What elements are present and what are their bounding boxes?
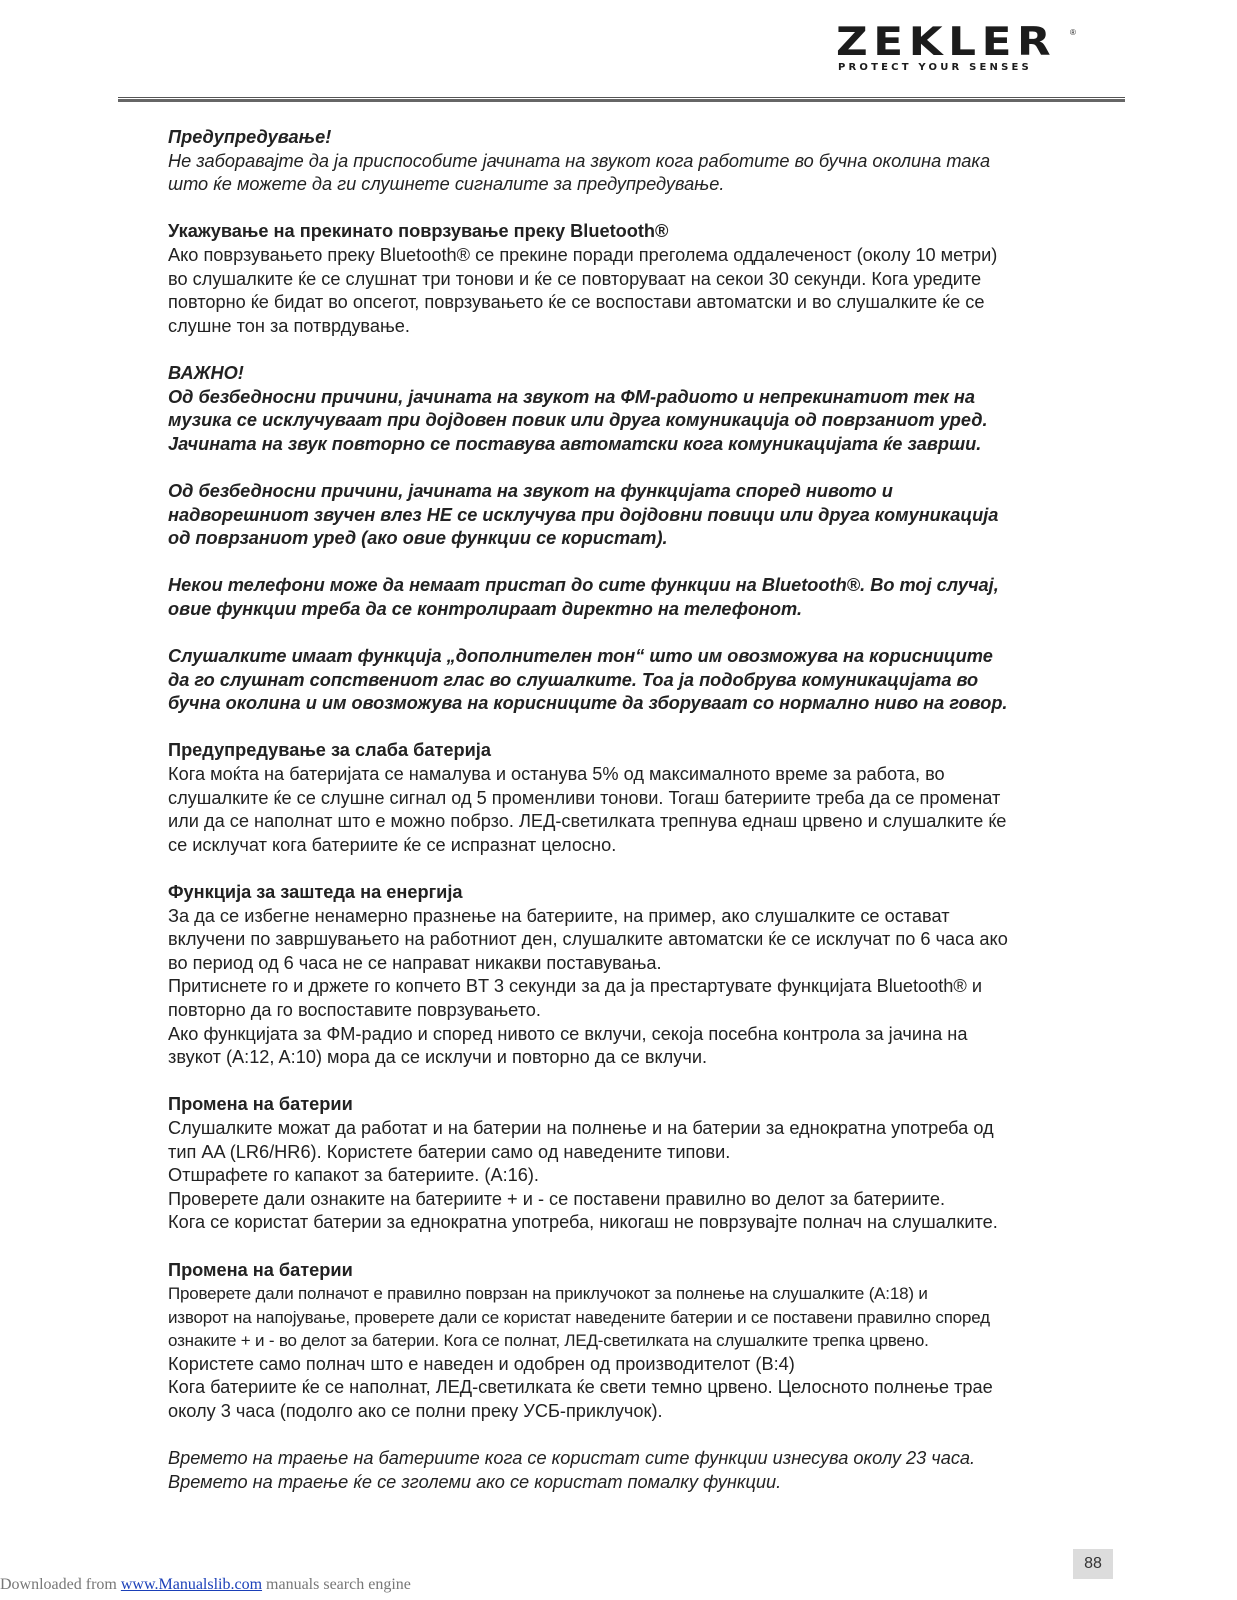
text-line: Притиснете го и држете го копчето BT 3 секунди за да ја престартувате функцијата Bluetooth® и	[168, 976, 983, 997]
text-line: Проверете дали полначот е правилно поврзан на приклучокот за полнење на слушалките (A:18) и	[168, 1284, 928, 1304]
logo-wordmark: ZEKLER	[836, 20, 1057, 65]
text-line: во период од 6 часа не се направат никакви поставувања.	[168, 952, 662, 973]
warning-title: Предупредување!	[168, 127, 332, 147]
text-line: се исклучат кога батериите ќе се испразнат целосно.	[168, 834, 617, 855]
sidetone-section	[168, 645, 1088, 716]
text-line: Слушалките можат да работат и на батерии на полнење и на батерии за еднократна употреба од	[168, 1117, 994, 1138]
text-line: повторно да го воспоставите поврзувањето.	[168, 999, 541, 1020]
text-line: Проверете дали ознаките на батериите + и - се поставени правилно во делот за батериите.	[168, 1188, 946, 1209]
section-heading: Промена на батерии	[168, 1094, 353, 1115]
phones-section	[168, 574, 1088, 621]
warning-section	[168, 126, 1088, 197]
safety-section	[168, 480, 1088, 551]
text-line: Јачината на звук повторно се поставува автоматски кога комуникацијата ќе заврши.	[168, 433, 982, 454]
section-heading: Укажување на прекинато поврзување преку Bluetooth®	[168, 221, 669, 242]
text-line: Не заборавајте да ја приспособите јачината на звукот кога работите во бучна околина така	[168, 150, 991, 171]
text-line: повторно ќе бидат во опсегот, поврзувањето ќе се воспостави автоматски и во слушалките ќе се	[168, 292, 985, 313]
condensed-lines	[168, 1282, 1088, 1353]
section-heading: Промена на батерии	[168, 1259, 353, 1280]
text-line: Слушалките имаат функција „дополнителен тон“ што им овозможува на корисниците	[168, 646, 993, 667]
important-section	[168, 362, 1088, 456]
text-line: Од безбедносни причини, јачината на звукот на функцијата според нивото и	[168, 480, 893, 501]
energy-section	[168, 881, 1088, 1070]
text-line: Ако функцијата за ФМ-радио и според нивото се вклучи, секоја посебна контрола за јачина на	[168, 1023, 968, 1044]
text-line: Кога моќта на батеријата се намалува и останува 5% од максималното време за работа, во	[168, 764, 945, 785]
section-heading: Функција за заштеда на енергија	[168, 882, 463, 902]
text-line: овие функции треба да се контролираат директно на телефонот.	[168, 598, 803, 619]
text-line: Времето на траење ќе се зголеми ако се користат помалку функции.	[168, 1471, 782, 1492]
text-line: да го слушнат сопствениот глас во слушалките. Тоа ја подобрува комуникацијата во	[168, 669, 979, 690]
text-line: Времето на траење на батериите кога се користат сите функции изнесува околу 23 часа.	[168, 1448, 976, 1469]
important-title: ВАЖНО!	[168, 362, 244, 383]
text-line: надворешниот звучен влез НЕ се исклучува при дојдовни повици или друга комуникација	[168, 504, 999, 525]
text-line: или да се наполнат што е можно побрзо. ЛЕД-светилката трепнува еднаш црвено и слушалките ќе	[168, 811, 1007, 832]
text-line: Кога се користат батерии за еднократна употреба, никогаш не поврзувајте полнач на слушалките.	[168, 1212, 998, 1233]
text-line: музика се исклучуваат при дојдовен повик или друга комуникација од поврзаниот уред.	[168, 410, 988, 431]
text-line: ознаките + и - во делот за батерии. Кога се полнат, ЛЕД-светилката на слушалките трепка црвено.	[168, 1331, 929, 1351]
text-line: вклучени по завршувањето на работниот ден, слушалките автоматски ќе се исклучат по 6 часа ако	[168, 929, 1008, 950]
text-line: Кога батериите ќе се наполнат, ЛЕД-светилката ќе свети темно црвено. Целосното полнење трае	[168, 1377, 993, 1398]
battery-charge-section	[168, 1259, 1088, 1424]
text-line: што ќе можете да ги слушнете сигналите за предупредување.	[168, 174, 725, 195]
text-line: Некои телефони може да немаат пристап до сите функции на Bluetooth®. Во тој случај,	[168, 575, 999, 596]
text-line: од поврзаниот уред (ако овие функции се користат).	[168, 528, 668, 549]
text-line: Користете само полнач што е наведен и одобрен од производителот (B:4)	[168, 1353, 795, 1374]
manualslib-link[interactable]: www.Manualslib.com	[120, 1576, 263, 1593]
battery-change-section	[168, 1093, 1088, 1235]
text-line: слушне тон за потврдување.	[168, 315, 410, 336]
text-line: тип AA (LR6/HR6). Користете батерии само од наведените типови.	[168, 1141, 731, 1162]
text-line: бучна околина и им овозможува на корисниците да зборуваат со нормално ниво на говор.	[168, 693, 1008, 714]
text-line: Од безбедносни причини, јачината на звукот на ФМ-радиото и непрекинатиот тек на	[168, 386, 975, 407]
logo-registered-mark: ®	[1070, 28, 1076, 37]
download-footer	[0, 1576, 411, 1594]
zekler-logo	[836, 20, 1076, 74]
text-line: во слушалките ќе се слушнат три тонови и ќе се повторуваат на секои 30 секунди. Кога уредите	[168, 268, 982, 289]
logo-tagline: PROTECT YOUR SENSES	[838, 62, 1032, 73]
page-content	[168, 126, 1088, 1518]
bt-disconnect-section	[168, 220, 1088, 338]
text-line: Ако поврзувањето преку Bluetooth® се прекине поради преголема оддалеченост (околу 10 метри)	[168, 244, 998, 265]
low-battery-section	[168, 739, 1088, 857]
page-number: 88	[1073, 1549, 1113, 1579]
text-line: Отшрафете го капакот за батериите. (A:16).	[168, 1165, 539, 1186]
runtime-section	[168, 1447, 1088, 1494]
text-line: околу 3 часа (подолго ако се полни преку УСБ-приклучок).	[168, 1401, 663, 1422]
footer-prefix: Downloaded from	[0, 1576, 121, 1593]
text-line: изворот на напојување, проверете дали се користат наведените батерии и се поставени правилно според	[168, 1307, 990, 1327]
footer-suffix: manuals search engine	[262, 1576, 411, 1593]
header-rule-thick	[118, 99, 1125, 102]
section-heading: Предупредување за слаба батерија	[168, 740, 491, 761]
text-line: За да се избегне ненамерно празнење на батериите, на пример, ако слушалките се остават	[168, 905, 950, 926]
text-line: слушалките ќе се слушне сигнал од 5 променливи тонови. Тогаш батериите треба да се променат	[168, 787, 1001, 808]
header-rule-thin	[118, 97, 1125, 98]
text-line: звукот (A:12, A:10) мора да се исклучи и повторно да се вклучи.	[168, 1047, 708, 1068]
